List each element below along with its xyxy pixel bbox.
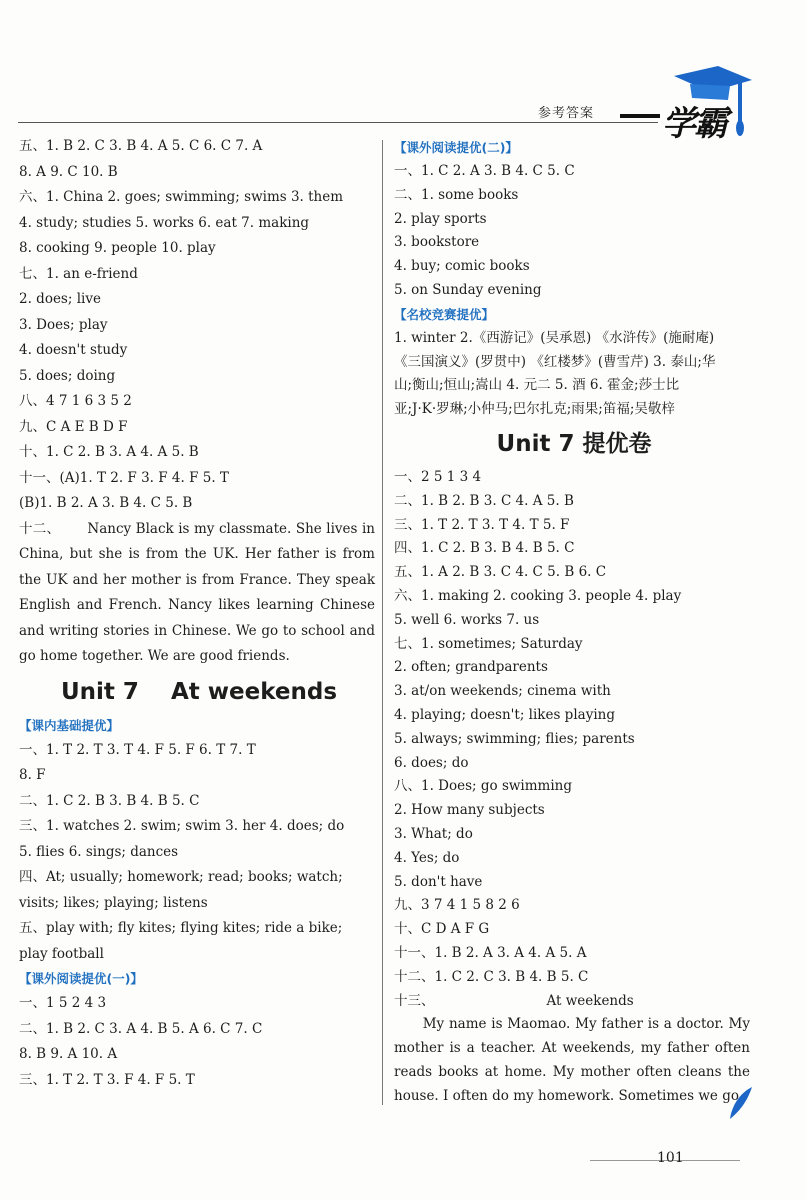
answer-line: 三、1. watches 2. swim; swim 3. her 4. does; do: [19, 818, 345, 834]
answer-line: 8. A 9. C 10. B: [19, 163, 118, 180]
answer-line: 一、1 5 2 4 3: [19, 995, 107, 1011]
answer-line: 十、C D A F G: [394, 921, 490, 938]
answer-line: 二、1. C 2. B 3. B 4. B 5. C: [19, 792, 200, 809]
answer-line: 2. How many subjects: [394, 802, 545, 819]
answer-line: 5. well 6. works 7. us: [394, 611, 540, 628]
column-divider: [382, 140, 383, 1105]
answer-line: 8. B 9. A 10. A: [19, 1046, 118, 1062]
answer-line: 1. winter 2.《西游记》(吴承恩) 《水浒传》(施耐庵): [394, 329, 715, 346]
answer-line: 一、1. C 2. A 3. B 4. C 5. C: [394, 163, 575, 179]
answer-line: 五、play with; fly kites; flying kites; ride a bike;: [19, 920, 343, 936]
answer-line: 十、1. C 2. B 3. A 4. A 5. B: [19, 444, 199, 460]
answer-line: 5. does; doing: [19, 367, 116, 384]
left-column: [19, 134, 379, 1093]
answer-line: 8. F: [19, 767, 46, 783]
answer-line: 十二、1. C 2. C 3. B 4. B 5. C: [394, 968, 589, 985]
answer-line: 五、1. A 2. B 3. C 4. C 5. B 6. C: [394, 564, 607, 581]
answer-line: 六、1. making 2. cooking 3. people 4. play: [394, 587, 682, 604]
answer-line: 二、1. some books: [394, 186, 519, 203]
answer-line: 4. buy; comic books: [394, 258, 530, 275]
answer-block-contest: [394, 327, 754, 422]
answer-line: 三、1. T 2. T 3. F 4. F 5. T: [19, 1071, 195, 1088]
section-tag: 【课外阅读提优(二)】: [394, 140, 518, 155]
answer-line: 4. playing; doesn't; likes playing: [394, 706, 615, 723]
right-column: [394, 136, 754, 1108]
answer-block-reading-1: [19, 991, 379, 1093]
answer-line: 五、1. B 2. C 3. B 4. A 5. C 6. C 7. A: [19, 138, 263, 154]
answer-line: 5. on Sunday evening: [394, 281, 542, 298]
answer-line: 2. play sports: [394, 210, 487, 227]
logo-text: 学霸: [662, 104, 726, 144]
answer-line: 3. at/on weekends; cinema with: [394, 683, 611, 700]
answer-line: 5. flies 6. sings; dances: [19, 843, 179, 860]
brand-logo: [612, 62, 762, 142]
answer-line: 3. bookstore: [394, 234, 480, 251]
answer-line: 2. often; grandparents: [394, 659, 548, 676]
essay-answer: [19, 517, 375, 670]
answer-line: 一、2 5 1 3 4: [394, 468, 482, 485]
answer-line: 8. cooking 9. people 10. play: [19, 240, 216, 256]
essay-label: 十三、: [394, 992, 435, 1009]
answer-line: 4. study; studies 5. works 6. eat 7. making: [19, 214, 310, 231]
essay-heading: [394, 990, 754, 1014]
answer-line: 八、4 7 1 6 3 5 2: [19, 393, 132, 409]
answer-line: 九、C A E B D F: [19, 418, 128, 435]
answer-line: 七、1. an e-friend: [19, 265, 138, 282]
unit-title: Unit 7 At weekends: [60, 678, 338, 705]
answer-line: 二、1. B 2. C 3. A 4. B 5. A 6. C 7. C: [19, 1020, 263, 1037]
essay-answer: [394, 1013, 750, 1108]
answer-line: 一、1. T 2. T 3. T 4. F 5. F 6. T 7. T: [19, 741, 256, 758]
answer-line: 亚;J·K·罗琳;小仲马;巴尔扎克;雨果;笛福;吴敬梓: [394, 401, 675, 418]
answer-line: 三、1. T 2. T 3. T 4. T 5. F: [394, 516, 570, 533]
answer-line: 4. Yes; do: [394, 849, 460, 866]
section-tag: 【名校竞赛提优】: [394, 306, 495, 322]
feather-icon: [726, 1085, 754, 1121]
section-tag: 【课外阅读提优(一)】: [19, 971, 143, 986]
answer-line: 5. don't have: [394, 873, 483, 890]
answer-line: 4. doesn't study: [19, 342, 128, 358]
answer-block-test: [394, 466, 754, 990]
answer-line: 6. does; do: [394, 754, 469, 771]
section-tag: 【课内基础提优】: [19, 717, 120, 733]
answer-line: 六、1. China 2. goes; swimming; swims 3. them: [19, 189, 344, 205]
logo-bar: [620, 114, 660, 118]
answer-line: 3. What; do: [394, 825, 473, 842]
answer-line: 四、1. C 2. B 3. B 4. B 5. C: [394, 540, 575, 557]
essay-text: My name is Maomao. My father is a doctor. My mother is a teacher. At weekends, my father often reads books at home. My mother often cleans the house. I often do my homework. Sometimes we go: [394, 1016, 750, 1104]
answer-line: play football: [19, 945, 104, 962]
answer-line: 山;衡山;恒山;嵩山 4. 元二 5. 酒 6. 霍金;莎士比: [394, 377, 680, 394]
answer-line: 四、At; usually; homework; read; books; watch;: [19, 869, 343, 885]
unit-title: Unit 7 提优卷: [496, 430, 652, 457]
essay-label: 十二、: [19, 520, 61, 537]
answer-line: 3. Does; play: [19, 316, 108, 333]
graduation-cap-icon: [674, 64, 754, 139]
section-label: 参考答案: [538, 106, 595, 121]
answer-line: 《三国演义》(罗贯中) 《红楼梦》(曹雪芹) 3. 泰山;华: [394, 353, 716, 370]
answer-block-reading-2: [394, 160, 754, 303]
answer-line: 九、3 7 4 1 5 8 2 6: [394, 897, 520, 914]
essay-text: Nancy Black is my classmate. She lives in China, but she is from the UK. Her father is from the UK and her mother is from France. They speak English and French. Nancy likes learning Chinese and writing stories in Chinese. We go to school and go home together. We are good friends.: [19, 520, 375, 664]
answer-line: 十一、(A)1. T 2. F 3. F 4. F 5. T: [19, 469, 229, 486]
essay-title: At weekends: [546, 992, 634, 1009]
answer-line: 5. always; swimming; flies; parents: [394, 730, 635, 747]
answer-line: visits; likes; playing; listens: [19, 894, 208, 911]
header-rule: [18, 122, 658, 123]
answer-line: 二、1. B 2. B 3. C 4. A 5. B: [394, 492, 574, 509]
answer-line: 十一、1. B 2. A 3. A 4. A 5. A: [394, 944, 587, 961]
answer-line: 2. does; live: [19, 291, 101, 307]
answer-line: 八、1. Does; go swimming: [394, 778, 572, 795]
answer-line: (B)1. B 2. A 3. B 4. C 5. B: [19, 495, 193, 511]
page-number: 101: [657, 1150, 684, 1166]
answer-block-review: [19, 134, 379, 517]
answer-line: 七、1. sometimes; Saturday: [394, 635, 583, 652]
answer-block-basic: [19, 738, 379, 968]
